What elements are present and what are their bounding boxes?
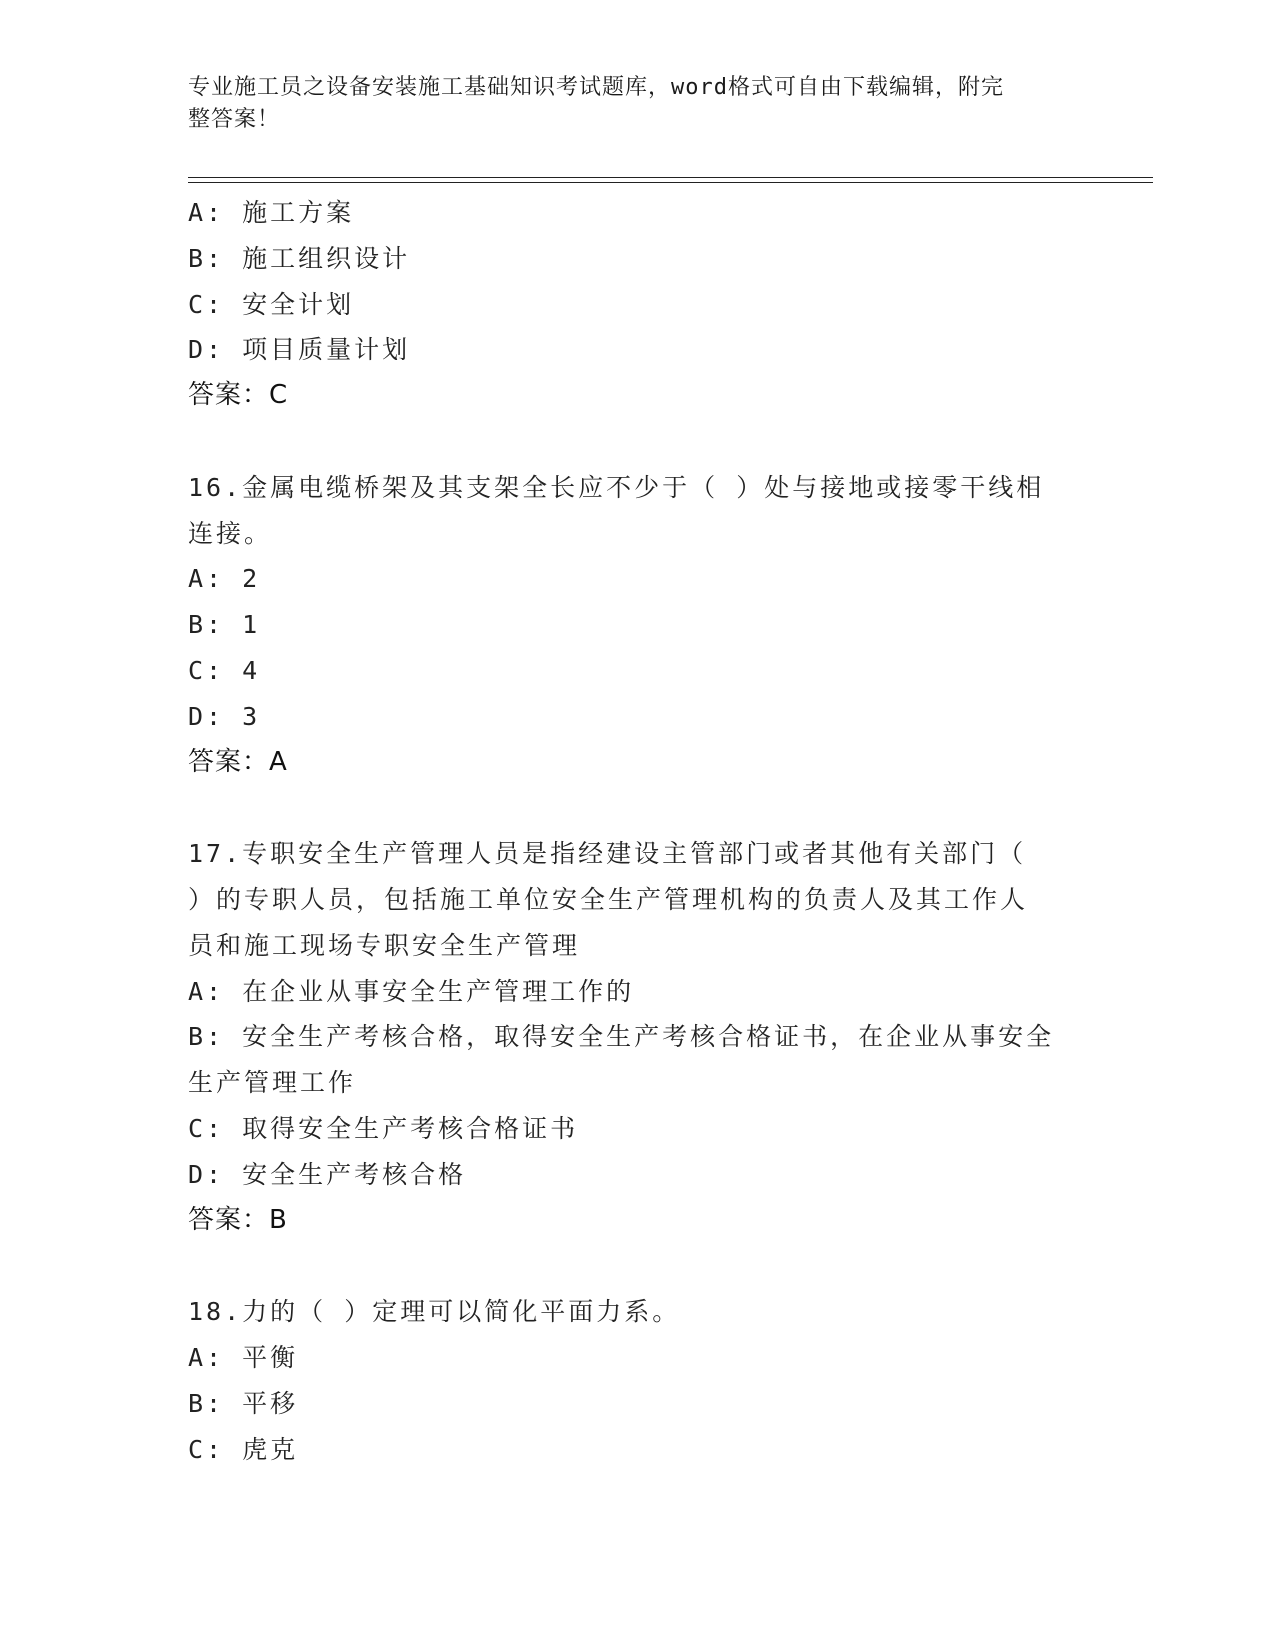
answer-line: 答案：C (188, 380, 289, 411)
option-a: A: 2 (188, 564, 261, 594)
option-b: B: 施工组织设计 (188, 243, 411, 273)
option-a: A: 平衡 (188, 1342, 299, 1372)
option-a: A: 在企业从事安全生产管理工作的 (188, 976, 635, 1006)
question-stem-line: ）的专职人员，包括施工单位安全生产管理机构的负责人及其工作人 (188, 884, 1029, 914)
option-d: D: 3 (188, 701, 261, 731)
option-b: B: 1 (188, 610, 261, 640)
header-line-2: 整答案！ (188, 107, 281, 132)
option-b-continued: 生产管理工作 (188, 1068, 357, 1098)
question-15-block (188, 190, 1088, 419)
option-a: A: 施工方案 (188, 198, 355, 227)
header-line-1: 专业施工员之设备安装施工基础知识考试题库，word格式可自由下载编辑，附完 (188, 75, 1004, 100)
spacer (188, 1243, 1088, 1289)
option-c: C: 安全计划 (188, 289, 355, 319)
question-17-block (188, 831, 1088, 1243)
option-c: C: 4 (188, 655, 261, 685)
question-stem-line: 16.金属电缆桥架及其支架全长应不少于（ ）处与接地或接零干线相 (188, 472, 1045, 502)
question-stem-line: 连接。 (188, 518, 273, 548)
option-c: C: 取得安全生产考核合格证书 (188, 1113, 579, 1143)
header-divider-bottom (188, 182, 1153, 183)
question-stem-line: 17.专职安全生产管理人员是指经建设主管部门或者其他有关部门（ (188, 839, 1027, 869)
question-stem-line: 员和施工现场专职安全生产管理 (188, 930, 581, 960)
option-d: D: 项目质量计划 (188, 335, 411, 365)
answer-line: 答案：B (188, 1204, 288, 1235)
answer-line: 答案：A (188, 746, 288, 777)
spacer (188, 785, 1088, 831)
option-d: D: 安全生产考核合格 (188, 1159, 467, 1189)
question-stem-line: 18.力的（ ）定理可以简化平面力系。 (188, 1297, 681, 1327)
question-list (188, 190, 1088, 1472)
option-c: C: 虎克 (188, 1434, 299, 1464)
option-b: B: 安全生产考核合格，取得安全生产考核合格证书，在企业从事安全 (188, 1022, 1055, 1052)
question-18-block (188, 1289, 1088, 1472)
header-divider-top (188, 177, 1153, 178)
document-header (188, 72, 1068, 136)
spacer (188, 419, 1088, 465)
option-b: B: 平移 (188, 1388, 299, 1418)
question-16-block (188, 465, 1088, 786)
